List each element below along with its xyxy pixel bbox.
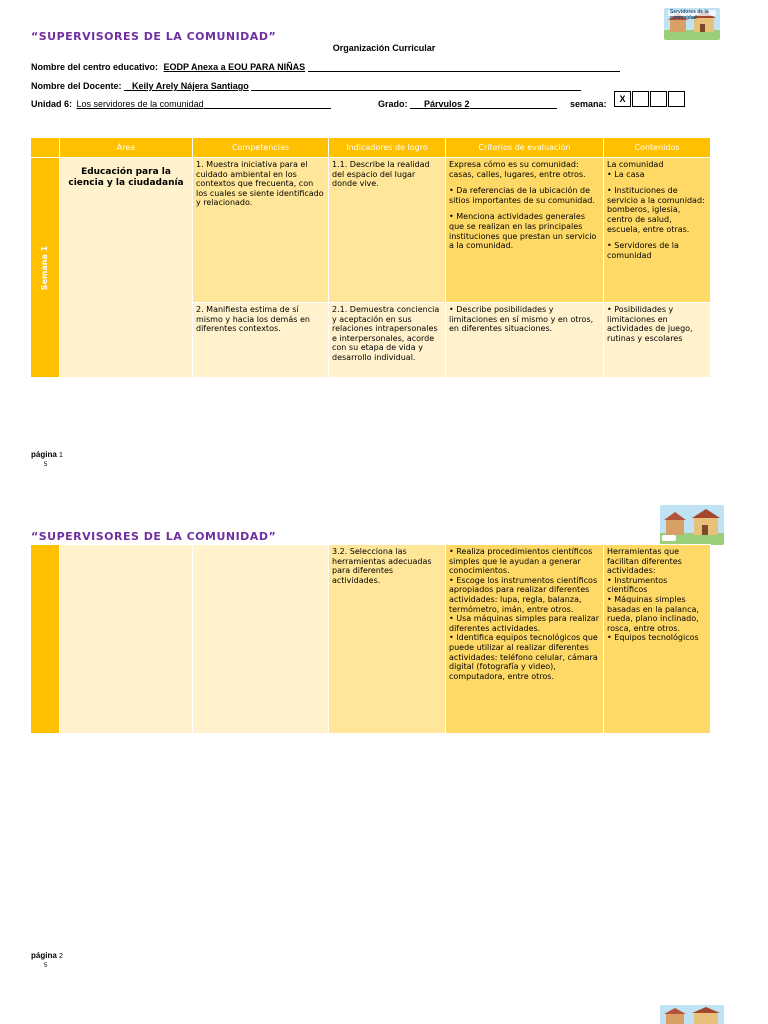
indicador-text-1: 1.1. Describe la realidad del espacio del lugar donde vive. <box>332 160 430 189</box>
grade-underline-lead <box>410 99 424 109</box>
contenido-text-3b: • Instrumentos científicos <box>607 575 668 595</box>
table-row <box>31 545 711 734</box>
competencia-text-1: 1. Muestra iniciativa para el cuidado ambiental en los contextos que frecuenta, con los cuales se siente identificado y relacionado. <box>196 160 324 208</box>
unit-row <box>31 99 331 109</box>
page-num-2: 2 <box>59 953 63 960</box>
contenido-text-3d: • Equipos tecnológicos <box>607 633 699 643</box>
indicador-text-3: 3.2. Selecciona las herramientas adecuadas para diferentes actividades. <box>332 547 432 585</box>
indicador-cell-2 <box>329 303 446 378</box>
criterio-text-2: • Describe posibilidades y limitaciones en sí mismo y en otros, en diferentes situaciones. <box>449 305 594 334</box>
criterio-text-3a: • Realiza procedimientos científicos simples que le ayudan a generar conocimientos. <box>449 547 593 576</box>
page-total-2: 5 <box>44 963 48 969</box>
grade-value: Párvulos 2 <box>424 99 470 109</box>
unit-underline <box>204 99 331 109</box>
page-num-1: 1 <box>59 452 63 459</box>
header-indicadores: Indicadores de logro <box>329 138 446 158</box>
week-cell <box>31 158 60 378</box>
header-area: Área <box>60 138 193 158</box>
area-cell-2 <box>60 545 193 734</box>
organization-title: Organización Curricular <box>332 43 436 53</box>
community-illustration-icon <box>660 505 724 545</box>
school-value: EODP Anexa a EOU PARA NIÑAS <box>163 62 306 72</box>
contenido-text-1c: • Instituciones de servicio a la comunidad: bomberos, iglesia, centro de salud, escuela, entre otras. <box>607 186 705 234</box>
week-cell-2 <box>31 545 60 734</box>
week-box-1[interactable]: X <box>614 91 631 107</box>
document-title-2: “SUPERVISORES DE LA COMUNIDAD” <box>31 530 277 543</box>
contenido-text-2: • Posibilidades y limitaciones en actividades de juego, rutinas y escolares <box>607 305 693 343</box>
header-week-blank <box>31 138 60 158</box>
contenidos-cell-2 <box>604 303 711 378</box>
week-box-2[interactable] <box>632 91 649 107</box>
thumbnail-caption: Servidores de la comunidad <box>670 9 709 21</box>
document-title: “SUPERVISORES DE LA COMUNIDAD” <box>31 30 277 43</box>
teacher-name-row <box>31 81 581 91</box>
contenido-text-3c: • Máquinas simples basadas en la palanca, rueda, plano inclinado, rosca, entre otros. <box>607 594 699 633</box>
contenidos-cell-1 <box>604 158 711 303</box>
contenido-text-3a: Herramientas que facilitan diferentes actividades: <box>607 547 682 576</box>
header-thumbnail-image-3 <box>660 1005 724 1024</box>
competencia-cell-3 <box>193 545 329 734</box>
page-label-2: página <box>31 951 57 960</box>
indicador-cell-1 <box>329 158 446 303</box>
page-number-1 <box>31 450 63 459</box>
criterio-text-1a: Expresa cómo es su comunidad: casas, calles, lugares, entre otros. <box>449 160 586 179</box>
community-illustration-icon <box>660 1005 724 1024</box>
contenido-text-1d: • Servidores de la comunidad <box>607 241 679 260</box>
criterios-cell-3 <box>446 545 604 734</box>
grade-label: Grado: <box>378 99 408 109</box>
criterio-text-3b: • Escoge los instrumentos científicos apropiados para realizar diferentes actividades: lupa, regla, balanza, termómetro, imán, entre otros. <box>449 575 598 614</box>
teacher-underline-lead <box>124 81 132 91</box>
curriculum-table-page2 <box>30 544 711 734</box>
area-text: Educación para la ciencia y la ciudadanía <box>68 167 184 188</box>
week-boxes <box>614 91 685 107</box>
criterio-text-1c: • Menciona actividades generales que se realizan en las principales instituciones que prestan un servicio a la comunidad. <box>449 212 597 251</box>
unit-label: Unidad 6: <box>31 99 73 109</box>
header-criterios: Criterios de evaluación <box>446 138 604 158</box>
header-competencias: Competencias <box>193 138 329 158</box>
header-thumbnail-image-2 <box>660 505 724 545</box>
contenidos-cell-3 <box>604 545 711 734</box>
grade-underline <box>470 99 557 109</box>
week-box-3[interactable] <box>650 91 667 107</box>
teacher-underline <box>251 81 581 91</box>
teacher-value: Keily Arely Nájera Santiago <box>132 81 249 91</box>
competencia-cell-2 <box>193 303 329 378</box>
week-cell-label: Semana 1 <box>40 245 50 290</box>
header-contenidos: Contenidos <box>604 138 711 158</box>
curriculum-table-page1 <box>30 137 711 378</box>
page-total-1: 5 <box>44 462 48 468</box>
week-box-4[interactable] <box>668 91 685 107</box>
criterios-cell-1 <box>446 158 604 303</box>
page-label-1: página <box>31 450 57 459</box>
teacher-label: Nombre del Docente: <box>31 81 122 91</box>
criterio-text-3c: • Usa máquinas simples para realizar diferentes actividades. <box>449 614 600 633</box>
school-name-row <box>31 62 620 72</box>
header-thumbnail-image <box>664 8 720 40</box>
competencia-text-2: 2. Manifiesta estima de sí mismo y hacia los demás en diferentes contextos. <box>196 305 310 334</box>
contenido-text-1a: La comunidad <box>607 160 664 169</box>
school-underline <box>308 62 620 72</box>
table-header-row <box>31 138 711 158</box>
indicador-cell-3 <box>329 545 446 734</box>
criterio-text-1b: • Da referencias de la ubicación de sitios importantes de su comunidad. <box>449 186 595 205</box>
criterios-cell-2 <box>446 303 604 378</box>
area-cell <box>60 158 193 378</box>
week-label: semana: <box>570 99 607 109</box>
contenido-text-1b: • La casa <box>607 169 645 179</box>
competencia-cell-1 <box>193 158 329 303</box>
table-row <box>31 158 711 303</box>
criterio-text-3d: • Identifica equipos tecnológicos que puede utilizar al realizar diferentes actividades: teléfono celular, cámara digital (fotografía y video), computadora, entre otros. <box>449 633 598 681</box>
page-number-2 <box>31 951 63 960</box>
unit-value: Los servidores de la comunidad <box>76 99 204 109</box>
grade-row <box>378 99 557 109</box>
school-label: Nombre del centro educativo: <box>31 62 159 72</box>
indicador-text-2: 2.1. Demuestra conciencia y aceptación en sus relaciones intrapersonales e interpersonales, acorde con su etapa de vida y desarrollo individual. <box>332 305 440 362</box>
